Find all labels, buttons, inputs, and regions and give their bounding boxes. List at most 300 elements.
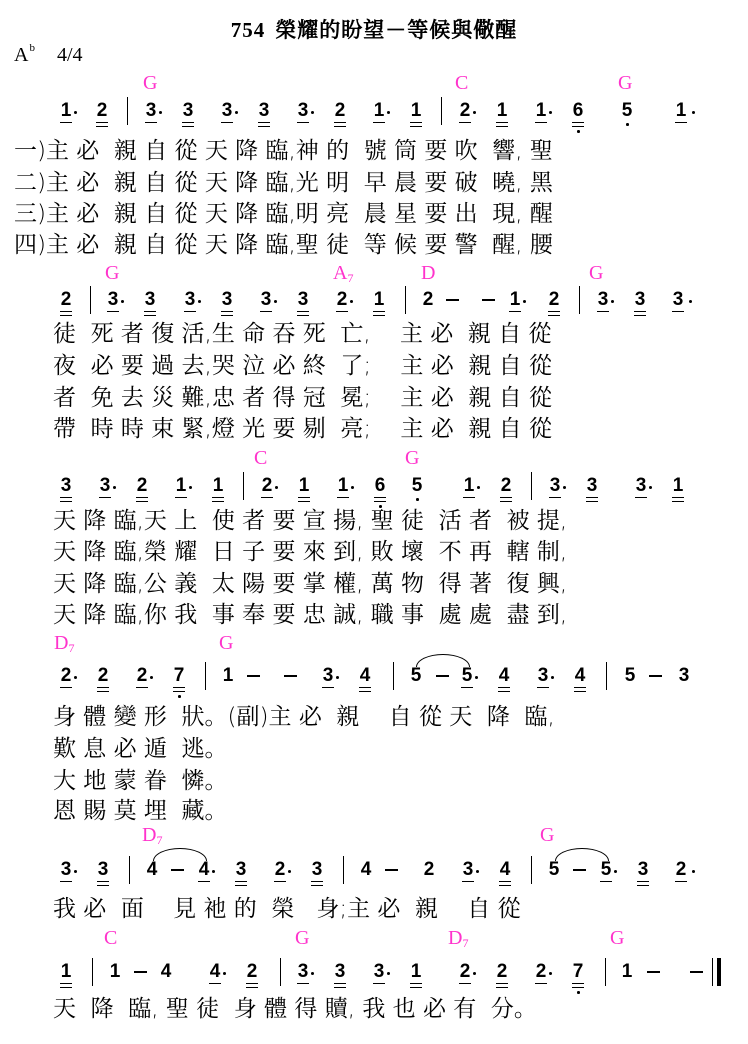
note: 5 — [624, 665, 636, 686]
note: 3 — [221, 100, 233, 121]
note: 4 — [160, 961, 172, 982]
note: 1 — [109, 961, 121, 982]
barline — [441, 97, 442, 125]
underline-eighth — [60, 687, 72, 688]
augmentation-dot — [189, 486, 192, 489]
chord-symbol: G — [618, 72, 633, 94]
augmentation-dot — [473, 111, 476, 114]
augmentation-dot — [614, 870, 617, 873]
underline-sixteenth — [60, 987, 72, 988]
underline-sixteenth — [410, 987, 422, 988]
note: 2 — [675, 859, 687, 880]
lyric-line: 四)主 必 親 自 從 天 降 臨,聖 徒 等 候 要 警 醒, 腰 — [14, 232, 553, 258]
underline-eighth — [175, 497, 187, 498]
lyric-line: 天 降 臨,公 義 太 陽 要 掌 權, 萬 物 得 著 復 興, — [53, 571, 568, 597]
augmentation-dot — [311, 111, 314, 114]
underline-eighth — [60, 983, 72, 984]
note: 2 — [459, 100, 471, 121]
chord-symbol: G — [610, 927, 625, 949]
underline-eighth — [597, 311, 609, 312]
underline-eighth — [535, 983, 547, 984]
underline-sixteenth — [311, 885, 323, 886]
note: 3 — [181, 101, 195, 120]
barline — [405, 286, 406, 314]
tie-arc — [555, 848, 609, 861]
barline — [127, 97, 128, 125]
augmentation-dot — [692, 111, 695, 114]
underline-eighth — [297, 983, 309, 984]
chord-symbol: G — [219, 632, 234, 654]
underline-eighth — [500, 497, 512, 498]
lyric-line: 者 免 去 災 難,忠 者 得 冠 冕; 主 必 親 自 從 — [53, 385, 552, 411]
underline-eighth — [136, 687, 148, 688]
note: 1 — [211, 476, 225, 495]
underline-eighth — [311, 881, 323, 882]
note: 4 — [573, 666, 587, 685]
augmentation-dot — [351, 486, 354, 489]
sustain-dash — [649, 675, 662, 677]
underline-eighth — [60, 497, 72, 498]
chord-symbol: $D_7$ — [448, 927, 469, 950]
augmentation-dot — [288, 870, 291, 873]
underline-sixteenth — [97, 885, 109, 886]
note: 3 — [60, 859, 72, 880]
sustain-dash — [284, 675, 297, 677]
lyric-line: 三)主 必 親 自 從 天 降 臨,明 亮 晨 星 要 出 現, 醒 — [14, 201, 553, 227]
underline-sixteenth — [221, 315, 233, 316]
hymn-number: 754 — [230, 18, 266, 42]
underline-eighth — [96, 122, 108, 123]
key-letter: A — [14, 44, 29, 66]
note: 5 — [461, 665, 473, 686]
underline-eighth — [182, 122, 194, 123]
underline-eighth — [97, 881, 109, 882]
underline-eighth — [549, 497, 561, 498]
augmentation-dot — [611, 300, 614, 303]
note: 3 — [635, 475, 647, 496]
underline-eighth — [209, 983, 221, 984]
sustain-dash — [436, 675, 449, 677]
note: 2 — [261, 475, 273, 496]
note: 3 — [549, 475, 561, 496]
note: 1 — [495, 101, 509, 120]
underline-eighth — [410, 122, 422, 123]
note: 3 — [310, 860, 324, 879]
underline-sixteenth — [572, 126, 584, 127]
underline-sixteenth — [246, 987, 258, 988]
underline-eighth — [334, 122, 346, 123]
augmentation-dot — [223, 972, 226, 975]
augmentation-dot — [689, 300, 692, 303]
note: 3 — [597, 289, 609, 310]
note: 1 — [409, 962, 423, 981]
underline-eighth — [261, 497, 273, 498]
note: 3 — [322, 665, 334, 686]
lyric-line: 身 體 變 形 狀。(副)主 必 親 自 從 天 降 臨, — [53, 704, 555, 730]
note: 2 — [245, 962, 259, 981]
augmentation-dot — [549, 111, 552, 114]
underline-eighth — [498, 687, 510, 688]
note: 2 — [96, 666, 110, 685]
underline-sixteenth — [500, 501, 512, 502]
note: 2 — [547, 290, 561, 309]
note: 3 — [297, 100, 309, 121]
note: 3 — [234, 860, 248, 879]
barline — [92, 958, 93, 986]
low-octave-dot — [626, 123, 629, 126]
barline — [90, 286, 91, 314]
note: 3 — [257, 101, 271, 120]
chord-symbol: $D_7$ — [142, 824, 163, 847]
note: 2 — [495, 962, 509, 981]
note: 3 — [96, 860, 110, 879]
note: 3 — [537, 665, 549, 686]
underline-sixteenth — [374, 501, 386, 502]
underline-eighth — [198, 881, 210, 882]
underline-sixteenth — [212, 501, 224, 502]
lyric-line: 天 降 臨,榮 耀 日 子 要 來 到, 敗 壞 不 再 轄 制, — [53, 539, 568, 565]
underline-eighth — [463, 497, 475, 498]
lyric-line: 夜 必 要 過 去,哭 泣 必 終 了; 主 必 親 自 從 — [53, 353, 552, 379]
note: 7 — [172, 666, 186, 685]
augmentation-dot — [649, 486, 652, 489]
note: 5 — [620, 101, 634, 120]
underline-sixteenth — [634, 315, 646, 316]
chord-symbol: G — [143, 72, 158, 94]
underline-eighth — [336, 311, 348, 312]
chord-symbol: $D_7$ — [54, 632, 75, 655]
augmentation-dot — [549, 972, 552, 975]
barline — [579, 286, 580, 314]
underline-eighth — [537, 687, 549, 688]
underline-sixteenth — [586, 501, 598, 502]
chord-symbol: G — [589, 262, 604, 284]
sustain-dash — [385, 869, 398, 871]
tie-arc — [416, 654, 470, 667]
underline-eighth — [459, 122, 471, 123]
note: 4 — [198, 859, 210, 880]
key-signature — [14, 42, 83, 67]
underline-eighth — [461, 687, 473, 688]
sustain-dash — [573, 869, 586, 871]
note: 1 — [59, 962, 73, 981]
underline-sixteenth — [60, 501, 72, 502]
sustain-dash — [482, 299, 495, 301]
underline-sixteenth — [637, 885, 649, 886]
underline-eighth — [572, 122, 584, 123]
underline-eighth — [298, 497, 310, 498]
underline-eighth — [572, 983, 584, 984]
note: 2 — [423, 859, 435, 880]
lyric-line: 恩 賜 莫 埋 藏。 — [53, 798, 228, 824]
note: 1 — [509, 289, 521, 310]
note: 2 — [60, 665, 72, 686]
note: 3 — [373, 961, 385, 982]
underline-eighth — [97, 687, 109, 688]
augmentation-dot — [74, 111, 77, 114]
barline — [531, 472, 532, 500]
underline-eighth — [107, 311, 119, 312]
underline-eighth — [322, 687, 334, 688]
augmentation-dot — [74, 676, 77, 679]
underline-eighth — [586, 497, 598, 498]
final-barline — [717, 958, 721, 986]
lyric-line: 一)主 必 親 自 從 天 降 臨,神 的 號 筒 要 吹 響, 聖 — [14, 138, 553, 164]
underline-sixteenth — [60, 315, 72, 316]
underline-eighth — [258, 122, 270, 123]
note: 5 — [600, 859, 612, 880]
barline — [280, 958, 281, 986]
lyric-line: 天 降 臨,天 上 使 者 要 宣 揚, 聖 徒 活 者 被 提, — [53, 508, 568, 534]
note: 2 — [422, 289, 434, 310]
underline-sixteenth — [373, 315, 385, 316]
underline-eighth — [462, 881, 474, 882]
lyric-line: 徒 死 者 復 活,生 命 吞 死 亡, 主 必 親 自 從 — [53, 321, 552, 347]
underline-eighth — [246, 983, 258, 984]
note: 2 — [95, 101, 109, 120]
note: 7 — [571, 962, 585, 981]
underline-eighth — [337, 497, 349, 498]
underline-eighth — [221, 122, 233, 123]
note: 3 — [296, 290, 310, 309]
underline-eighth — [535, 122, 547, 123]
note: 3 — [633, 290, 647, 309]
note: 1 — [373, 100, 385, 121]
augmentation-dot — [551, 676, 554, 679]
chord-symbol: C — [455, 72, 469, 94]
underline-eighth — [509, 311, 521, 312]
augmentation-dot — [113, 486, 116, 489]
augmentation-dot — [121, 300, 124, 303]
underline-eighth — [459, 983, 471, 984]
note: 3 — [143, 290, 157, 309]
note: 2 — [274, 859, 286, 880]
note: 3 — [333, 962, 347, 981]
tie-arc — [153, 848, 207, 861]
underline-eighth — [496, 122, 508, 123]
lyric-line: 我 必 面 見 祂 的 榮 身;主 必 親 自 從 — [53, 896, 521, 922]
underline-sixteenth — [498, 691, 510, 692]
time-signature: 4/4 — [56, 44, 83, 66]
note: 3 — [672, 289, 684, 310]
augmentation-dot — [523, 300, 526, 303]
augmentation-dot — [159, 111, 162, 114]
underline-eighth — [184, 311, 196, 312]
underline-sixteenth — [298, 501, 310, 502]
lyric-line: 歎 息 必 遁 逃。 — [53, 736, 228, 762]
augmentation-dot — [476, 870, 479, 873]
barline — [531, 856, 532, 884]
underline-eighth — [672, 311, 684, 312]
chord-symbol: G — [405, 447, 420, 469]
note: 6 — [571, 101, 585, 120]
chord-symbol: G — [540, 824, 555, 846]
hymn-title: 榮耀的盼望－等候與儆醒 — [275, 18, 518, 42]
underline-sixteenth — [410, 126, 422, 127]
underline-sixteenth — [574, 691, 586, 692]
underline-eighth — [672, 497, 684, 498]
note: 1 — [671, 476, 685, 495]
augmentation-dot — [692, 870, 695, 873]
low-octave-dot — [577, 991, 580, 994]
underline-eighth — [60, 311, 72, 312]
barline — [129, 856, 130, 884]
note: 2 — [336, 289, 348, 310]
augmentation-dot — [311, 972, 314, 975]
low-octave-dot — [178, 695, 181, 698]
note: 5 — [410, 476, 424, 495]
note: 3 — [99, 475, 111, 496]
note: 4 — [497, 666, 511, 685]
note: 1 — [175, 475, 187, 496]
augmentation-dot — [74, 870, 77, 873]
augmentation-dot — [350, 300, 353, 303]
underline-eighth — [600, 881, 612, 882]
underline-eighth — [212, 497, 224, 498]
sustain-dash — [690, 971, 703, 973]
underline-eighth — [548, 311, 560, 312]
underline-eighth — [145, 122, 157, 123]
underline-eighth — [374, 497, 386, 498]
low-octave-dot — [416, 498, 419, 501]
chord-symbol: $A_7$ — [333, 262, 354, 285]
barline — [205, 662, 206, 690]
flat-accidental: b — [29, 42, 35, 54]
note: 2 — [499, 476, 513, 495]
note: 1 — [337, 475, 349, 496]
note: 1 — [621, 961, 633, 982]
sustain-dash — [171, 869, 184, 871]
chord-symbol: C — [104, 927, 118, 949]
sustain-dash — [647, 971, 660, 973]
note: 6 — [373, 476, 387, 495]
note: 2 — [135, 476, 149, 495]
underline-sixteenth — [496, 126, 508, 127]
note: 1 — [222, 665, 234, 686]
note: 1 — [675, 100, 687, 121]
barline — [605, 958, 606, 986]
underline-eighth — [60, 881, 72, 882]
underline-sixteenth — [96, 126, 108, 127]
augmentation-dot — [198, 300, 201, 303]
note: 4 — [360, 859, 372, 880]
underline-eighth — [173, 687, 185, 688]
underline-sixteenth — [496, 987, 508, 988]
underline-eighth — [297, 311, 309, 312]
augmentation-dot — [563, 486, 566, 489]
underline-eighth — [675, 122, 687, 123]
augmentation-dot — [475, 676, 478, 679]
lyric-line: 大 地 蒙 眷 憐。 — [53, 768, 228, 794]
augmentation-dot — [212, 870, 215, 873]
barline — [712, 958, 713, 986]
note: 1 — [297, 476, 311, 495]
sustain-dash — [446, 299, 459, 301]
note: 3 — [678, 665, 690, 686]
note: 2 — [535, 961, 547, 982]
note: 4 — [209, 961, 221, 982]
underline-sixteenth — [572, 987, 584, 988]
sustain-dash — [247, 675, 260, 677]
underline-sixteenth — [258, 126, 270, 127]
note: 4 — [146, 859, 158, 880]
note: 3 — [59, 476, 73, 495]
underline-eighth — [675, 881, 687, 882]
note: 3 — [636, 860, 650, 879]
underline-sixteenth — [334, 126, 346, 127]
barline — [606, 662, 607, 690]
augmentation-dot — [387, 972, 390, 975]
underline-eighth — [235, 881, 247, 882]
underline-eighth — [274, 881, 286, 882]
note: 2 — [59, 290, 73, 309]
underline-sixteenth — [136, 501, 148, 502]
note: 1 — [372, 290, 386, 309]
low-octave-dot — [577, 130, 580, 133]
underline-eighth — [637, 881, 649, 882]
augmentation-dot — [387, 111, 390, 114]
augmentation-dot — [336, 676, 339, 679]
barline — [243, 472, 244, 500]
note: 3 — [297, 961, 309, 982]
augmentation-dot — [274, 300, 277, 303]
underline-sixteenth — [297, 315, 309, 316]
barline — [393, 662, 394, 690]
underline-eighth — [373, 122, 385, 123]
augmentation-dot — [275, 486, 278, 489]
underline-eighth — [334, 983, 346, 984]
underline-sixteenth — [144, 315, 156, 316]
underline-sixteenth — [359, 691, 371, 692]
note: 5 — [548, 859, 560, 880]
underline-sixteenth — [182, 126, 194, 127]
chord-symbol: G — [295, 927, 310, 949]
note: 3 — [585, 476, 599, 495]
lyric-line: 天 降 臨, 聖 徒 身 體 得 贖, 我 也 必 有 分。 — [53, 996, 537, 1022]
underline-sixteenth — [173, 691, 185, 692]
note: 1 — [463, 475, 475, 496]
underline-sixteenth — [97, 691, 109, 692]
underline-eighth — [359, 687, 371, 688]
note: 3 — [260, 289, 272, 310]
underline-sixteenth — [548, 315, 560, 316]
augmentation-dot — [150, 676, 153, 679]
note: 2 — [333, 101, 347, 120]
underline-sixteenth — [235, 885, 247, 886]
underline-eighth — [496, 983, 508, 984]
note: 1 — [409, 101, 423, 120]
underline-eighth — [221, 311, 233, 312]
song-title — [0, 14, 748, 44]
underline-eighth — [260, 311, 272, 312]
underline-eighth — [635, 497, 647, 498]
underline-eighth — [373, 311, 385, 312]
note: 1 — [60, 100, 72, 121]
barline — [343, 856, 344, 884]
note: 5 — [410, 665, 422, 686]
underline-eighth — [410, 983, 422, 984]
underline-sixteenth — [499, 885, 511, 886]
lyric-line: 二)主 必 親 自 從 天 降 臨,光 明 早 晨 要 破 曉, 黑 — [14, 170, 553, 196]
augmentation-dot — [477, 486, 480, 489]
note: 2 — [459, 961, 471, 982]
chord-symbol: C — [254, 447, 268, 469]
note: 3 — [107, 289, 119, 310]
underline-eighth — [60, 122, 72, 123]
note: 2 — [136, 665, 148, 686]
underline-sixteenth — [672, 501, 684, 502]
underline-eighth — [373, 983, 385, 984]
